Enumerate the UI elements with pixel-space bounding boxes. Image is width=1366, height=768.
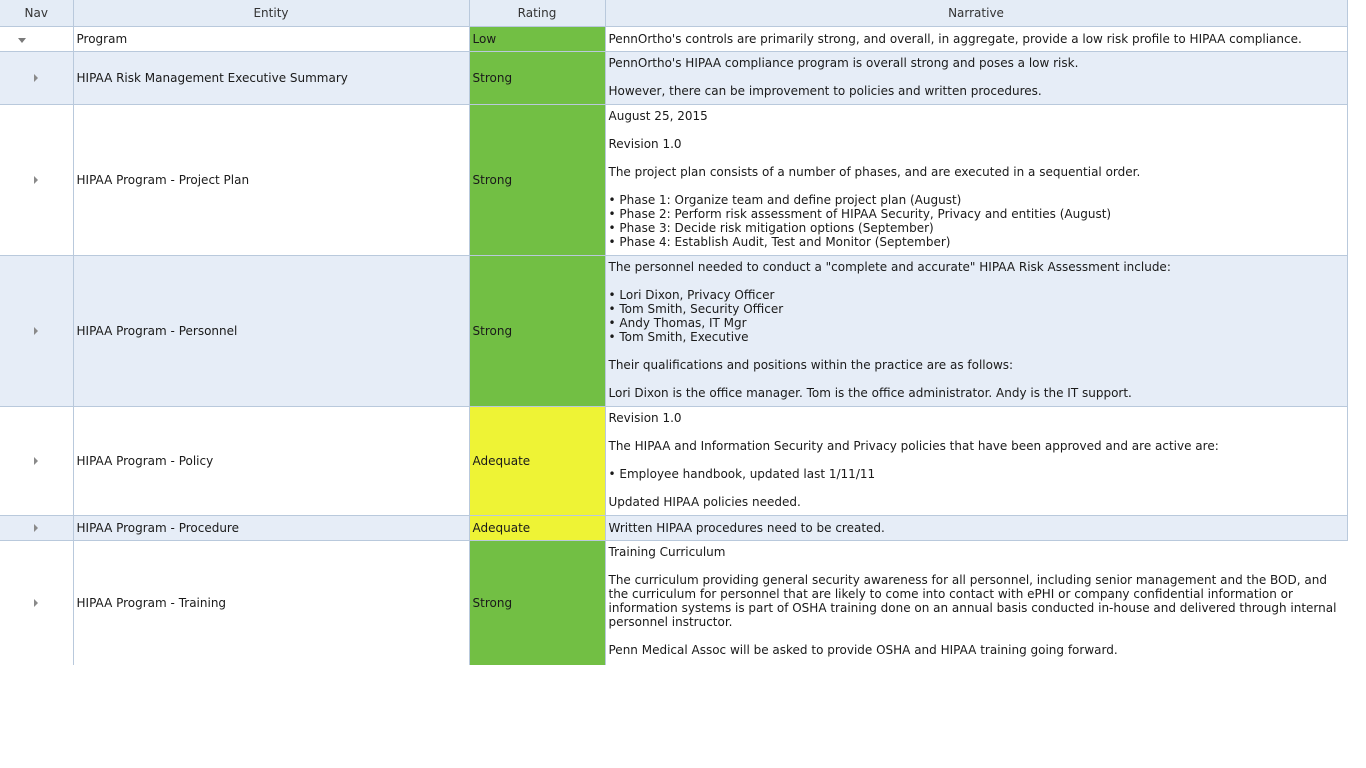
narrative-line: The project plan consists of a number of phases, and are executed in a sequential order. xyxy=(608,165,1141,179)
rating-cell[interactable]: Strong xyxy=(469,256,605,407)
narrative-bullet: • Phase 1: Organize team and define project plan (August) xyxy=(608,193,962,207)
rating-cell[interactable]: Low xyxy=(469,27,605,52)
narrative-line: The personnel needed to conduct a "complete and accurate" HIPAA Risk Assessment include: xyxy=(608,260,1171,274)
rating-cell[interactable]: Strong xyxy=(469,105,605,256)
table-row-training[interactable] xyxy=(0,541,1347,665)
column-header-rating[interactable]: Rating xyxy=(469,0,605,27)
table-row-personnel[interactable] xyxy=(0,256,1347,407)
column-header-nav[interactable]: Nav xyxy=(0,0,73,27)
narrative-cell[interactable] xyxy=(605,27,1347,52)
rating-cell[interactable]: Strong xyxy=(469,52,605,105)
table-row-executive-summary[interactable] xyxy=(0,52,1347,105)
nav-cell[interactable] xyxy=(0,407,73,516)
nav-cell[interactable] xyxy=(0,256,73,407)
nav-cell[interactable] xyxy=(0,516,73,541)
narrative-bullet: • Andy Thomas, IT Mgr xyxy=(608,316,747,330)
rating-cell[interactable]: Adequate xyxy=(469,516,605,541)
grid-header-row xyxy=(0,0,1347,27)
narrative-line: Revision 1.0 xyxy=(608,411,682,425)
narrative-cell[interactable] xyxy=(605,541,1347,665)
entity-cell[interactable]: HIPAA Program - Personnel xyxy=(73,256,469,407)
nav-cell[interactable] xyxy=(0,27,73,52)
narrative-bullet: • Lori Dixon, Privacy Officer xyxy=(608,288,775,302)
narrative-spacer xyxy=(609,70,1344,84)
narrative-line: PennOrtho's HIPAA compliance program is overall strong and poses a low risk. xyxy=(608,56,1079,70)
narrative-cell[interactable] xyxy=(605,407,1347,516)
expand-arrow-icon[interactable] xyxy=(34,599,38,607)
table-row-program[interactable] xyxy=(0,27,1347,52)
narrative-line: Penn Medical Assoc will be asked to provide OSHA and HIPAA training going forward. xyxy=(608,643,1118,657)
narrative-spacer xyxy=(609,372,1344,386)
table-row-policy[interactable] xyxy=(0,407,1347,516)
entity-cell[interactable]: HIPAA Program - Project Plan xyxy=(73,105,469,256)
narrative-line: Revision 1.0 xyxy=(608,137,682,151)
narrative-spacer xyxy=(609,151,1344,165)
expand-arrow-icon[interactable] xyxy=(34,457,38,465)
entity-cell[interactable]: HIPAA Program - Training xyxy=(73,541,469,665)
narrative-line: Updated HIPAA policies needed. xyxy=(608,495,801,509)
narrative-bullet: • Phase 4: Establish Audit, Test and Monitor (September) xyxy=(608,235,951,249)
narrative-bullet: • Phase 3: Decide risk mitigation options (September) xyxy=(608,221,934,235)
narrative-spacer xyxy=(609,179,1344,193)
expand-arrow-icon[interactable] xyxy=(34,327,38,335)
column-header-narrative[interactable]: Narrative xyxy=(605,0,1347,27)
expand-arrow-icon[interactable] xyxy=(34,74,38,82)
entity-cell[interactable]: HIPAA Risk Management Executive Summary xyxy=(73,52,469,105)
narrative-spacer xyxy=(609,629,1345,643)
narrative-spacer xyxy=(609,559,1345,573)
narrative-spacer xyxy=(609,274,1344,288)
expand-arrow-icon[interactable] xyxy=(34,524,38,532)
narrative-spacer xyxy=(609,344,1344,358)
narrative-line: However, there can be improvement to policies and written procedures. xyxy=(608,84,1042,98)
narrative-cell[interactable] xyxy=(605,516,1347,541)
narrative-line: The HIPAA and Information Security and Privacy policies that have been approved and are active are: xyxy=(608,439,1219,453)
narrative-bullet: • Tom Smith, Security Officer xyxy=(608,302,784,316)
entity-cell[interactable]: HIPAA Program - Policy xyxy=(73,407,469,516)
narrative-spacer xyxy=(609,425,1344,439)
narrative-line: Lori Dixon is the office manager. Tom is the office administrator. Andy is the IT support. xyxy=(608,386,1132,400)
entity-cell[interactable]: Program xyxy=(73,27,469,52)
collapse-arrow-icon[interactable] xyxy=(18,38,26,43)
narrative-line: August 25, 2015 xyxy=(608,109,708,123)
nav-cell[interactable] xyxy=(0,105,73,256)
narrative-bullet: • Phase 2: Perform risk assessment of HIPAA Security, Privacy and entities (August) xyxy=(608,207,1112,221)
nav-cell[interactable] xyxy=(0,541,73,665)
narrative-line: PennOrtho's controls are primarily strong, and overall, in aggregate, provide a low risk profile to HIPAA compliance. xyxy=(608,32,1302,46)
narrative-spacer xyxy=(609,481,1344,495)
narrative-cell[interactable] xyxy=(605,105,1347,256)
entity-cell[interactable]: HIPAA Program - Procedure xyxy=(73,516,469,541)
narrative-bullet: • Tom Smith, Executive xyxy=(608,330,749,344)
expand-arrow-icon[interactable] xyxy=(34,176,38,184)
narrative-line: Their qualifications and positions within the practice are as follows: xyxy=(608,358,1014,372)
narrative-cell[interactable] xyxy=(605,256,1347,407)
column-header-entity[interactable]: Entity xyxy=(73,0,469,27)
nav-cell[interactable] xyxy=(0,52,73,105)
table-row-procedure[interactable] xyxy=(0,516,1347,541)
narrative-line: Training Curriculum xyxy=(608,545,726,559)
table-row-project-plan[interactable] xyxy=(0,105,1347,256)
narrative-spacer xyxy=(609,123,1344,137)
narrative-spacer xyxy=(609,453,1344,467)
narrative-bullet: • Employee handbook, updated last 1/11/11 xyxy=(608,467,876,481)
rating-cell[interactable]: Adequate xyxy=(469,407,605,516)
rating-cell[interactable]: Strong xyxy=(469,541,605,665)
narrative-line: The curriculum providing general security awareness for all personnel, including senior management and the BOD, and the curriculum for personnel that are likely to come into contact with ePHI or company confidential information or information systems is part of OSHA training done on an annual basis conducted in-house and delivered through internal personnel instructor. xyxy=(608,573,1337,629)
narrative-line: Written HIPAA procedures need to be created. xyxy=(608,521,885,535)
narrative-cell[interactable] xyxy=(605,52,1347,105)
